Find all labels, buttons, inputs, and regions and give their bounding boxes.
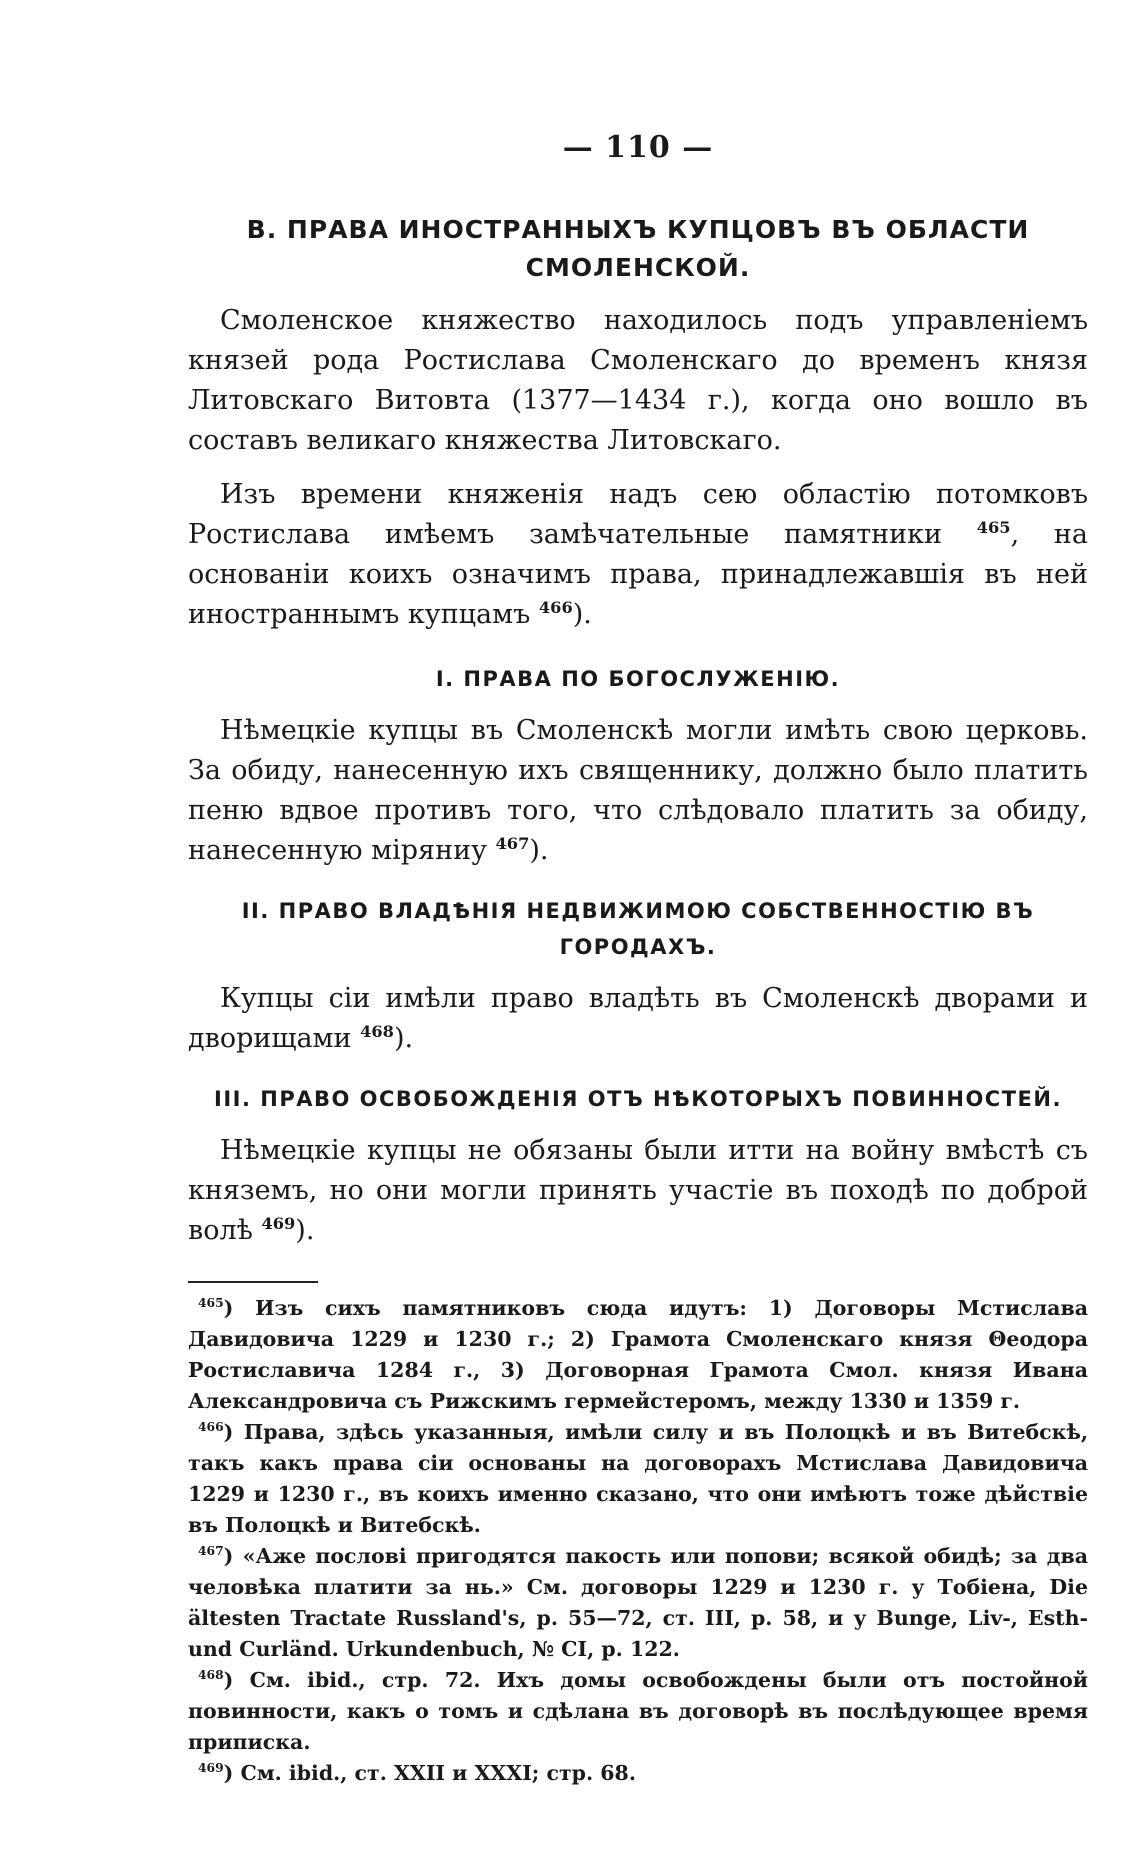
paragraph-text: ).	[572, 599, 592, 630]
footnote-divider	[188, 1281, 318, 1283]
footnote-number: 465	[198, 1295, 224, 1311]
subsection-title	[188, 893, 1088, 965]
paragraph-text: Нѣмецкіе купцы въ Смоленскѣ могли имѣть свою церковь. За обиду, нанесенную ихъ священнику, должно было платить пеню вдвое противъ того, что слѣдовало платить за обиду, нанесенную міряниу	[188, 715, 1088, 866]
footnote-number: 469	[198, 1760, 224, 1776]
paragraph-text: ).	[529, 835, 549, 866]
subsection-paragraph	[188, 711, 1088, 871]
footnote-text: ) Изъ сихъ памятниковъ сюда идутъ: 1) Договоры Мстислава Давидовича 1229 и 1230 г.; 2) Грамота Смоленскаго князя Θеодора Ростиславича 1284 г., 3) Договорная Грамота Смол. князя Ивана Александровича съ Рижскимъ гермейстеромъ, между 1330 и 1359 г.	[188, 1296, 1088, 1413]
page-number: — 110 —	[562, 130, 714, 165]
paragraph-text: Изъ времени княженія надъ сею областію потомковъ Ростислава имѣемъ замѣчательные памятники	[188, 479, 1088, 550]
subsection-paragraph	[188, 979, 1088, 1059]
subsection-title-line2: ГОРОДАХЪ.	[559, 935, 717, 959]
paragraph-text: ).	[295, 1215, 315, 1246]
footnote	[188, 1541, 1088, 1665]
paragraph-text: , на основаніи коихъ означимъ права, принадлежавшія въ ней иностраннымъ купцамъ	[188, 519, 1088, 630]
intro-paragraph-2	[188, 475, 1088, 635]
footnote	[188, 1665, 1088, 1758]
paragraph-text: Купцы сіи имѣли право владѣть въ Смоленскѣ дворами и дворищами	[188, 983, 1088, 1054]
footnote-ref: 467	[495, 834, 530, 853]
subsection-title: I. ПРАВА ПО БОГОСЛУЖЕНІЮ.	[435, 667, 841, 691]
footnote-ref: 468	[360, 1022, 394, 1041]
footnote-number: 468	[198, 1667, 224, 1683]
footnote	[188, 1758, 1088, 1789]
footnote-text: ) См. ibid., стр. 72. Ихъ домы освобождены были отъ постойной повинности, какъ о томъ и сдѣлана въ договорѣ въ послѣдующее время приписка.	[188, 1668, 1088, 1754]
intro-paragraph-1: Смоленское княжество находилось подъ управленіемъ князей рода Ростислава Смоленскаго до временъ князя Литовскаго Витовта (1377—1434 г.), когда оно вошло въ составъ великаго княжества Литовскаго.	[188, 305, 1088, 456]
footnote-ref: 465	[976, 518, 1011, 537]
subsection-title: III. ПРАВО ОСВОБОЖДЕНІЯ ОТЪ НѢКОТОРЫХЪ ПОВИННОСТЕЙ.	[214, 1087, 1062, 1111]
footnote-number: 466	[198, 1419, 224, 1435]
footnote-text: ) Права, здѣсь указанныя, имѣли силу и въ Полоцкѣ и въ Витебскѣ, такъ какъ права сіи основаны на договорахъ Мстислава Давидовича 1229 и 1230 г., въ коихъ именно сказано, что они имѣютъ тоже дѣйствіе въ Полоцкѣ и Витебскѣ.	[188, 1420, 1088, 1537]
footnote-text: ) См. ibid., ст. XXII и XXXI; стр. 68.	[223, 1761, 636, 1785]
subsection-title-line1: II. ПРАВО ВЛАДѢНІЯ НЕДВИЖИМОЮ СОБСТВЕННОСТІЮ ВЪ	[241, 899, 1035, 923]
footnote-ref: 466	[538, 598, 573, 617]
section-title-line1: В. ПРАВА ИНОСТРАННЫХЪ КУПЦОВЪ ВЪ ОБЛАСТИ	[246, 215, 1030, 244]
paragraph-text: ).	[393, 1023, 414, 1054]
paragraph-text: Нѣмецкіе купцы не обязаны были итти на войну вмѣстѣ съ княземъ, но они могли принять участіе въ походѣ по доброй волѣ	[188, 1135, 1088, 1246]
subsection-paragraph	[188, 1131, 1088, 1251]
footnote-number: 467	[198, 1543, 224, 1559]
section-title	[188, 211, 1088, 287]
section-title-line2: СМОЛЕНСКОЙ.	[525, 253, 751, 282]
footnotes	[188, 1293, 1088, 1789]
document-page	[188, 130, 1088, 1789]
footnote	[188, 1417, 1088, 1541]
footnote-ref: 469	[261, 1214, 296, 1233]
footnote	[188, 1293, 1088, 1417]
footnote-text: ) «Аже послові пригодятся пакость или попови; всякой обидѣ; за два человѣка платити за нь.» См. договоры 1229 и 1230 г. у Тобіена, Die ältesten Tractate Russland's, p. 55—72, ст. III, p. 58, и у Bunge, Liv-, Esth- und Curländ. Urkundenbuch, № CI, p. 122.	[188, 1544, 1088, 1661]
